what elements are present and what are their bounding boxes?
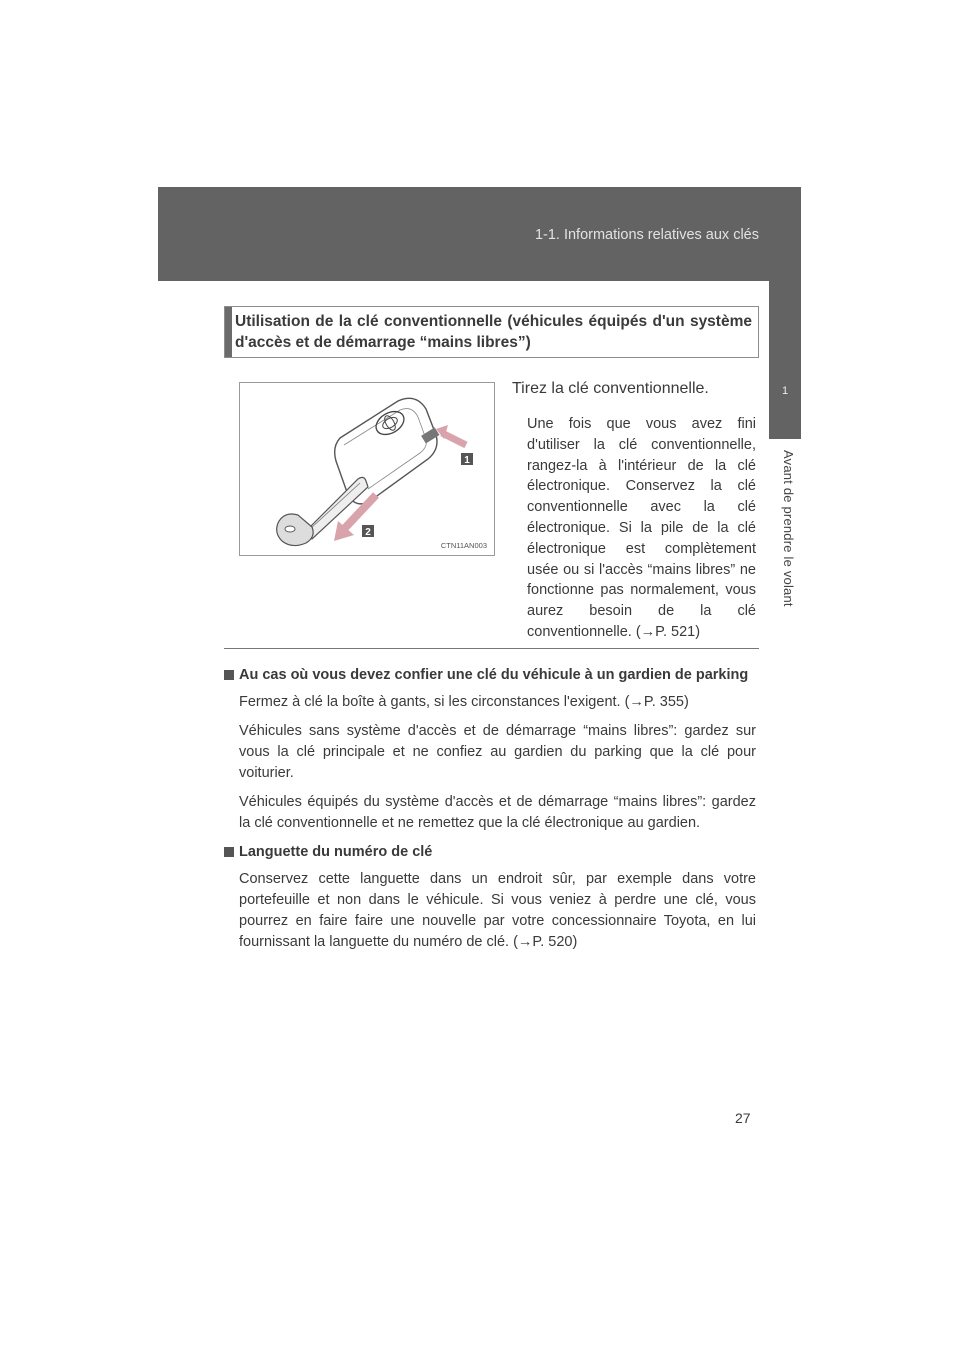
key-illustration <box>239 382 495 556</box>
instruction-body: Une fois que vous avez fini d'utiliser la clé conventionnelle, rangez-la à l'intérieur de la clé électronique. Conservez la clé conventionnelle avec la clé électronique. Si la pile de la clé électronique est complètement usée ou si l'accès “mains libres” ne fonctionne pas normalement, vous aurez besoin de la clé conventionnelle. (→P. 521) <box>527 416 756 640</box>
chapter-number: 1 <box>781 385 789 397</box>
note-heading-key-number <box>224 842 756 863</box>
note-paragraph: Véhicules sans système d'accès et de démarrage “mains libres”: gardez sur vous la clé principale et ne confiez au gardien du parking que la clé pour voiturier. <box>239 723 756 781</box>
smart-key-drawing <box>240 383 495 556</box>
header-band <box>158 187 801 281</box>
square-bullet-icon <box>224 670 234 680</box>
instruction-main: Tirez la clé conventionnelle. <box>512 380 709 397</box>
chapter-tab <box>769 187 801 439</box>
note-heading-text: Au cas où vous devez confier une clé du véhicule à un gardien de parking <box>239 667 749 683</box>
figure-code: CTN11AN003 <box>440 541 487 550</box>
section-title-box <box>224 306 759 358</box>
section-divider <box>224 648 759 649</box>
section-title: Utilisation de la clé conventionnelle (véhicules équipés d'un système d'accès et de démarrage “mains libres”) <box>235 313 752 351</box>
chapter-label: Avant de prendre le volant <box>781 450 796 607</box>
callout-2-label: 2 <box>365 527 371 538</box>
section-header-title: 1-1. Informations relatives aux clés <box>534 227 759 243</box>
square-bullet-icon <box>224 847 234 857</box>
note-paragraph: Fermez à clé la boîte à gants, si les circonstances l'exigent. (→P. 355) <box>239 694 689 710</box>
arrow-1 <box>442 433 466 445</box>
callout-1-label: 1 <box>464 455 470 466</box>
key-ring-hole <box>285 526 295 532</box>
note-paragraph: Conservez cette languette dans un endroit sûr, par exemple dans votre portefeuille et non dans le véhicule. Si vous veniez à perdre une clé, vous pourrez en faire faire une nouvelle par votre concessionnaire Toyota, en lui fournissant la languette du numéro de clé. (→P. 520) <box>239 871 756 950</box>
note-heading-parking <box>224 665 756 686</box>
page-number: 27 <box>735 1110 751 1126</box>
notes-block <box>224 665 756 961</box>
note-paragraph: Véhicules équipés du système d'accès et de démarrage “mains libres”: gardez la clé conventionnelle et ne remettez que la clé électronique au gardien. <box>239 794 756 831</box>
note-heading-text: Languette du numéro de clé <box>239 844 433 860</box>
